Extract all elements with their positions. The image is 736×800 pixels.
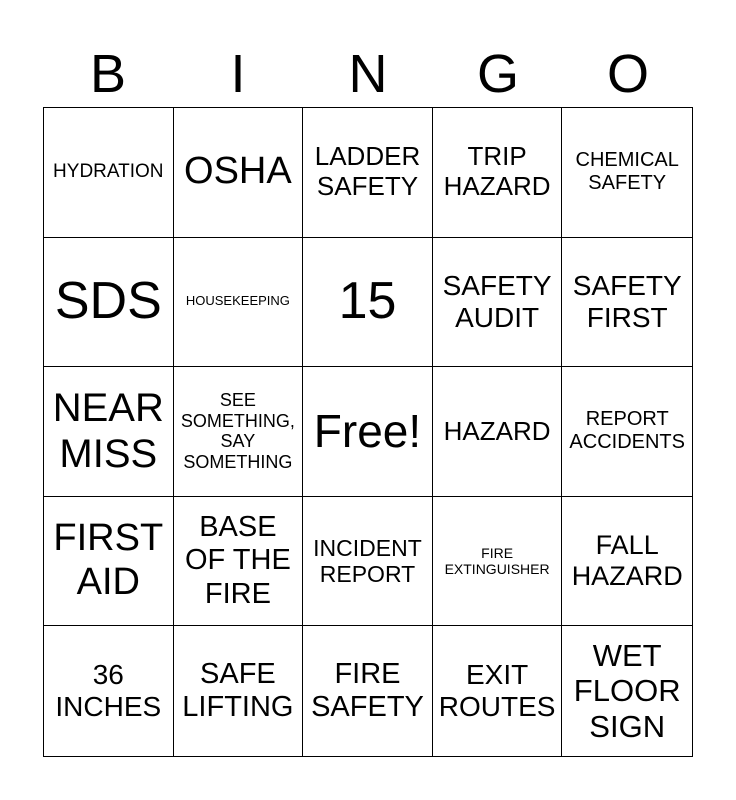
cell-label: OSHA bbox=[184, 150, 292, 193]
free-space: Free! bbox=[313, 405, 422, 458]
cell-label: NEAR MISS bbox=[52, 386, 164, 477]
bingo-cell[interactable] bbox=[433, 626, 563, 756]
cell-label: INCIDENT REPORT bbox=[313, 534, 422, 588]
cell-label: SDS bbox=[54, 271, 162, 330]
bingo-cell[interactable] bbox=[303, 367, 433, 497]
bingo-cell[interactable] bbox=[44, 238, 174, 368]
bingo-cell[interactable] bbox=[303, 238, 433, 368]
cell-label: FIRST AID bbox=[53, 517, 164, 604]
cell-label: HYDRATION bbox=[53, 161, 164, 183]
cell-label: HAZARD bbox=[443, 415, 551, 446]
cell-label: REPORT ACCIDENTS bbox=[569, 408, 685, 454]
cell-label: FIRE SAFETY bbox=[311, 657, 424, 724]
cell-label: 36 INCHES bbox=[55, 659, 162, 723]
cell-label: BASE OF THE FIRE bbox=[184, 511, 291, 610]
bingo-cell[interactable] bbox=[433, 497, 563, 627]
cell-label: CHEMICAL SAFETY bbox=[575, 149, 679, 195]
cell-label: EXIT ROUTES bbox=[438, 659, 556, 723]
bingo-cell[interactable] bbox=[433, 238, 563, 368]
header-letter-g: G bbox=[476, 44, 519, 104]
bingo-cell[interactable] bbox=[174, 108, 304, 238]
cell-label: FALL HAZARD bbox=[571, 530, 683, 592]
cell-label: LADDER SAFETY bbox=[314, 141, 421, 202]
bingo-cell[interactable] bbox=[303, 497, 433, 627]
bingo-cell[interactable] bbox=[174, 626, 304, 756]
cell-label: TRIP HAZARD bbox=[443, 141, 551, 202]
cell-label: HOUSEKEEPING bbox=[185, 293, 290, 309]
cell-label: SAFETY FIRST bbox=[572, 269, 682, 333]
bingo-cell[interactable] bbox=[174, 367, 304, 497]
cell-label: SAFE LIFTING bbox=[182, 657, 294, 724]
bingo-cell[interactable] bbox=[303, 626, 433, 756]
bingo-cell[interactable] bbox=[44, 367, 174, 497]
bingo-cell[interactable] bbox=[44, 497, 174, 627]
cell-label: WET FLOOR SIGN bbox=[573, 637, 681, 745]
cell-label: SAFETY AUDIT bbox=[442, 269, 552, 333]
bingo-cell[interactable] bbox=[44, 626, 174, 756]
bingo-cell[interactable] bbox=[44, 108, 174, 238]
cell-label: FIRE EXTINGUISHER bbox=[444, 545, 550, 578]
cell-label: 15 bbox=[338, 271, 397, 330]
bingo-cell[interactable] bbox=[562, 108, 692, 238]
bingo-cell[interactable] bbox=[562, 497, 692, 627]
header-letter-b: B bbox=[89, 44, 127, 104]
bingo-cell[interactable] bbox=[562, 626, 692, 756]
bingo-cell[interactable] bbox=[303, 108, 433, 238]
bingo-header bbox=[43, 40, 693, 108]
bingo-board bbox=[43, 107, 693, 757]
bingo-cell[interactable] bbox=[433, 108, 563, 238]
bingo-cell[interactable] bbox=[562, 238, 692, 368]
bingo-cell[interactable] bbox=[562, 367, 692, 497]
cell-label: SEE SOMETHING, SAY SOMETHING bbox=[180, 390, 295, 473]
bingo-cell[interactable] bbox=[433, 367, 563, 497]
bingo-cell[interactable] bbox=[174, 497, 304, 627]
header-letter-i: I bbox=[230, 44, 246, 104]
bingo-cell[interactable] bbox=[174, 238, 304, 368]
header-letter-o: O bbox=[606, 44, 649, 104]
header-letter-n: N bbox=[348, 44, 388, 104]
